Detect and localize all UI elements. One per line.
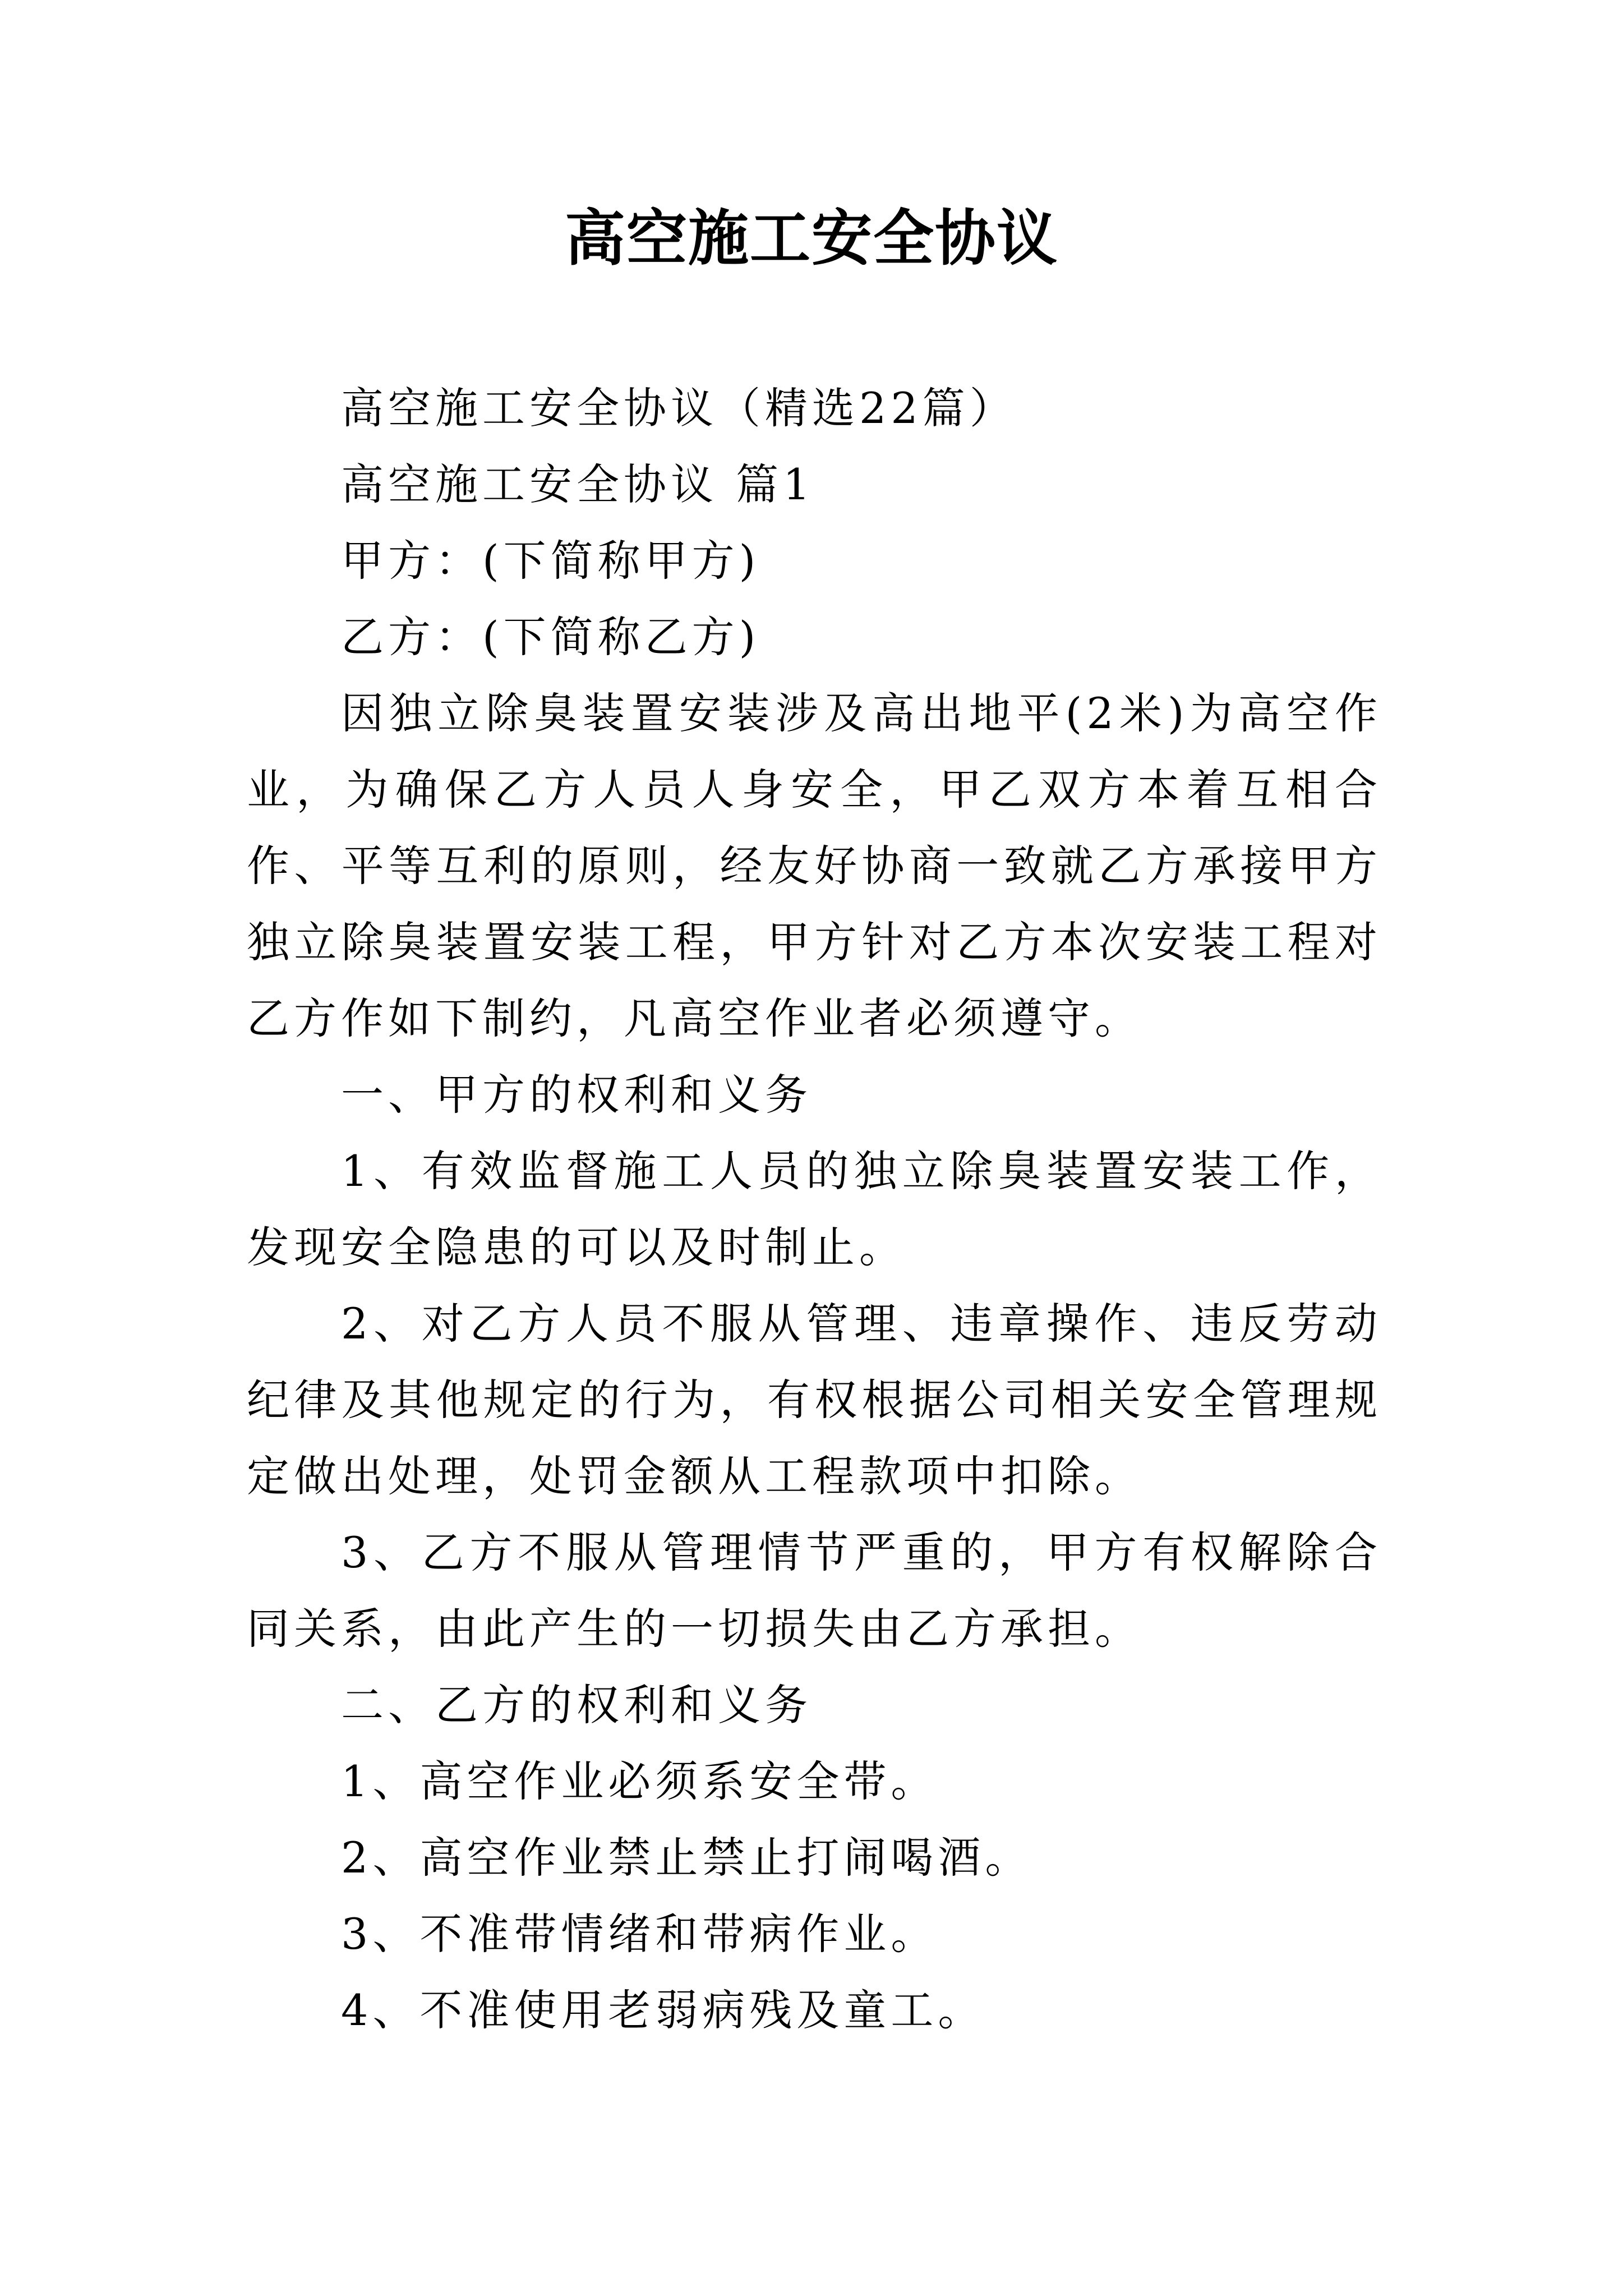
paragraph-heading-party-a-rights: 一、甲方的权利和义务	[341, 1070, 812, 1120]
paragraph-b-item-1: 1、高空作业必须系安全带。	[341, 1756, 938, 1806]
paragraph-a-item-3: 3、乙方不服从管理情节严重的，甲方有权解除合同关系，由此产生的一切损失由乙方承担。	[247, 1527, 1382, 1654]
paragraph-a-item-1: 1、有效监督施工人员的独立除臭装置安装工作，发现安全隐患的可以及时制止。	[247, 1146, 1382, 1272]
paragraph-party-a: 甲方：(下简称甲方)	[341, 536, 760, 586]
paragraph-b-item-4: 4、不准使用老弱病残及童工。	[341, 1985, 985, 2035]
paragraph-preamble: 因独立除臭装置安装涉及高出地平(2米)为高空作业，为确保乙方人员人身安全，甲乙双方本着互相合作、平等互利的原则，经友好协商一致就乙方承接甲方独立除臭装置安装工程，甲方针对乙方本次安装工程对乙方作如下制约，凡高空作业者必须遵守。	[247, 688, 1382, 1043]
paragraph-section-heading: 高空施工安全协议 篇1	[341, 459, 815, 509]
paragraph-heading-party-b-rights: 二、乙方的权利和义务	[341, 1680, 812, 1730]
document-body	[247, 370, 1382, 2049]
paragraph-b-item-2: 2、高空作业禁止禁止打闹喝酒。	[341, 1833, 1032, 1883]
paragraph-party-b: 乙方：(下简称乙方)	[341, 612, 760, 662]
paragraph-a-item-2: 2、对乙方人员不服从管理、违章操作、违反劳动纪律及其他规定的行为，有权根据公司相关安全管理规定做出处理，处罚金额从工程款项中扣除。	[247, 1299, 1382, 1501]
paragraph-b-item-3: 3、不准带情绪和带病作业。	[341, 1909, 938, 1959]
paragraph-subtitle: 高空施工安全协议（精选22篇）	[341, 383, 1017, 433]
document-title: 高空施工安全协议	[564, 203, 1058, 274]
